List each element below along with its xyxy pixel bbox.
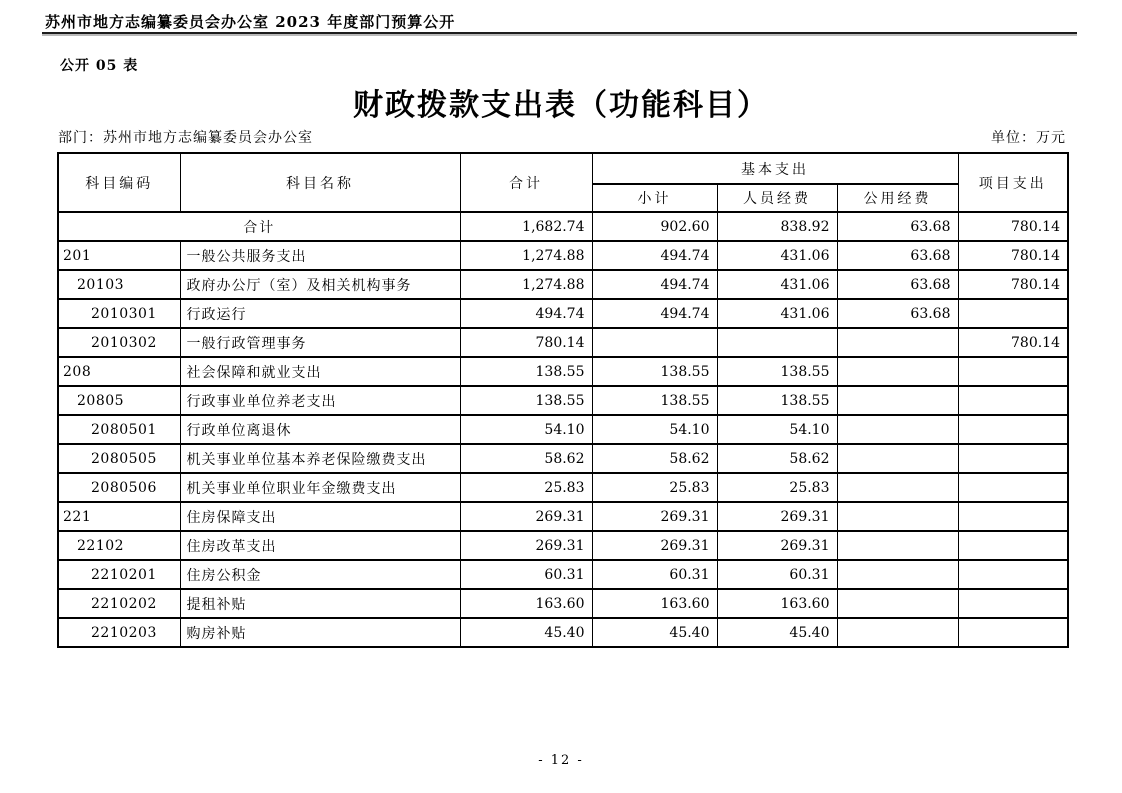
subject-code-cell: 208 — [58, 357, 180, 386]
public-cell: 63.68 — [837, 270, 958, 299]
personnel-cell: 838.92 — [717, 212, 837, 241]
personnel-cell: 431.06 — [717, 299, 837, 328]
total-cell: 138.55 — [460, 386, 592, 415]
page-number: - 12 - — [538, 753, 584, 768]
meta-row — [58, 127, 1066, 147]
personnel-cell: 269.31 — [717, 502, 837, 531]
personnel-cell: 163.60 — [717, 589, 837, 618]
total-cell: 1,274.88 — [460, 270, 592, 299]
project-cell — [958, 415, 1068, 444]
total-cell: 54.10 — [460, 415, 592, 444]
subtotal-cell: 54.10 — [592, 415, 717, 444]
project-cell: 780.14 — [958, 212, 1068, 241]
subtotal-cell: 138.55 — [592, 386, 717, 415]
public-cell — [837, 444, 958, 473]
project-cell — [958, 502, 1068, 531]
project-cell — [958, 473, 1068, 502]
total-cell: 60.31 — [460, 560, 592, 589]
subject-name-cell: 行政运行 — [180, 299, 460, 328]
public-cell — [837, 618, 958, 647]
project-cell — [958, 531, 1068, 560]
subtotal-cell: 494.74 — [592, 241, 717, 270]
col-header-public: 公用经费 — [837, 184, 958, 212]
subject-code-cell: 2210201 — [58, 560, 180, 589]
col-header-name: 科目名称 — [180, 153, 460, 212]
personnel-cell: 45.40 — [717, 618, 837, 647]
subject-name-cell: 购房补贴 — [180, 618, 460, 647]
table-row — [58, 589, 1068, 618]
col-header-personnel: 人员经费 — [717, 184, 837, 212]
total-cell: 163.60 — [460, 589, 592, 618]
subject-name-cell: 一般行政管理事务 — [180, 328, 460, 357]
total-cell: 1,274.88 — [460, 241, 592, 270]
subtotal-cell: 25.83 — [592, 473, 717, 502]
table-row — [58, 386, 1068, 415]
subtotal-cell: 163.60 — [592, 589, 717, 618]
subject-name-cell: 行政事业单位养老支出 — [180, 386, 460, 415]
subtotal-cell: 902.60 — [592, 212, 717, 241]
subject-code-cell: 2210202 — [58, 589, 180, 618]
subject-name-cell: 住房改革支出 — [180, 531, 460, 560]
public-cell — [837, 357, 958, 386]
table-row — [58, 270, 1068, 299]
public-cell — [837, 473, 958, 502]
project-cell — [958, 589, 1068, 618]
table-row — [58, 328, 1068, 357]
subject-name-cell: 住房保障支出 — [180, 502, 460, 531]
personnel-cell: 60.31 — [717, 560, 837, 589]
project-cell — [958, 357, 1068, 386]
public-cell: 63.68 — [837, 241, 958, 270]
col-header-total: 合计 — [460, 153, 592, 212]
public-cell: 63.68 — [837, 212, 958, 241]
subject-code-cell: 22102 — [58, 531, 180, 560]
table-row — [58, 618, 1068, 647]
public-cell — [837, 560, 958, 589]
department-label: 部门：苏州市地方志编纂委员会办公室 — [58, 130, 313, 146]
subject-name-cell: 提租补贴 — [180, 589, 460, 618]
subject-name-cell: 行政单位离退休 — [180, 415, 460, 444]
total-cell: 1,682.74 — [460, 212, 592, 241]
public-cell: 63.68 — [837, 299, 958, 328]
subject-name-cell: 政府办公厅（室）及相关机构事务 — [180, 270, 460, 299]
table-row — [58, 473, 1068, 502]
public-cell — [837, 531, 958, 560]
project-cell: 780.14 — [958, 270, 1068, 299]
total-cell: 269.31 — [460, 531, 592, 560]
table-row — [58, 357, 1068, 386]
personnel-cell: 54.10 — [717, 415, 837, 444]
header-underline — [42, 32, 1077, 34]
personnel-cell: 25.83 — [717, 473, 837, 502]
page-title: 财政拨款支出表（功能科目） — [353, 88, 769, 123]
subtotal-cell — [592, 328, 717, 357]
public-cell — [837, 502, 958, 531]
subtotal-cell: 269.31 — [592, 531, 717, 560]
public-cell — [837, 415, 958, 444]
subject-name-cell: 一般公共服务支出 — [180, 241, 460, 270]
table-row — [58, 299, 1068, 328]
table-row — [58, 212, 1068, 241]
subtotal-cell: 45.40 — [592, 618, 717, 647]
subject-name-cell: 合计 — [58, 212, 460, 241]
table-body — [58, 212, 1068, 647]
total-cell: 494.74 — [460, 299, 592, 328]
subject-code-cell: 2080506 — [58, 473, 180, 502]
total-cell: 138.55 — [460, 357, 592, 386]
subject-name-cell: 机关事业单位基本养老保险缴费支出 — [180, 444, 460, 473]
col-header-subtotal: 小计 — [592, 184, 717, 212]
total-cell: 45.40 — [460, 618, 592, 647]
table-row — [58, 531, 1068, 560]
personnel-cell: 138.55 — [717, 386, 837, 415]
budget-table — [57, 152, 1069, 648]
unit-label: 单位：万元 — [991, 130, 1066, 146]
subject-name-cell: 住房公积金 — [180, 560, 460, 589]
personnel-cell: 431.06 — [717, 241, 837, 270]
subtotal-cell: 58.62 — [592, 444, 717, 473]
subject-code-cell: 221 — [58, 502, 180, 531]
table-row — [58, 415, 1068, 444]
personnel-cell — [717, 328, 837, 357]
subtotal-cell: 60.31 — [592, 560, 717, 589]
subject-code-cell: 2010301 — [58, 299, 180, 328]
subtotal-cell: 494.74 — [592, 299, 717, 328]
total-cell: 58.62 — [460, 444, 592, 473]
total-cell: 269.31 — [460, 502, 592, 531]
subject-code-cell: 20103 — [58, 270, 180, 299]
col-header-project-expenditure: 项目支出 — [958, 153, 1068, 212]
public-cell — [837, 589, 958, 618]
col-header-code: 科目编码 — [58, 153, 180, 212]
table-row — [58, 502, 1068, 531]
project-cell — [958, 444, 1068, 473]
subtotal-cell: 269.31 — [592, 502, 717, 531]
document-header-text: 苏州市地方志编纂委员会办公室 2023 年度部门预算公开 — [45, 13, 456, 31]
table-row — [58, 444, 1068, 473]
personnel-cell: 58.62 — [717, 444, 837, 473]
total-cell: 780.14 — [460, 328, 592, 357]
form-number-label: 公开 05 表 — [60, 58, 139, 74]
subtotal-cell: 138.55 — [592, 357, 717, 386]
col-header-basic-expenditure: 基本支出 — [592, 153, 958, 184]
subject-code-cell: 2210203 — [58, 618, 180, 647]
table-row — [58, 241, 1068, 270]
public-cell — [837, 386, 958, 415]
project-cell: 780.14 — [958, 241, 1068, 270]
personnel-cell: 138.55 — [717, 357, 837, 386]
subject-code-cell: 2080505 — [58, 444, 180, 473]
project-cell — [958, 386, 1068, 415]
personnel-cell: 269.31 — [717, 531, 837, 560]
project-cell — [958, 560, 1068, 589]
subject-name-cell: 社会保障和就业支出 — [180, 357, 460, 386]
project-cell — [958, 618, 1068, 647]
subject-code-cell: 20805 — [58, 386, 180, 415]
subject-name-cell: 机关事业单位职业年金缴费支出 — [180, 473, 460, 502]
subject-code-cell: 201 — [58, 241, 180, 270]
total-cell: 25.83 — [460, 473, 592, 502]
project-cell — [958, 299, 1068, 328]
subject-code-cell: 2010302 — [58, 328, 180, 357]
subtotal-cell: 494.74 — [592, 270, 717, 299]
subject-code-cell: 2080501 — [58, 415, 180, 444]
table-row — [58, 560, 1068, 589]
public-cell — [837, 328, 958, 357]
personnel-cell: 431.06 — [717, 270, 837, 299]
project-cell: 780.14 — [958, 328, 1068, 357]
